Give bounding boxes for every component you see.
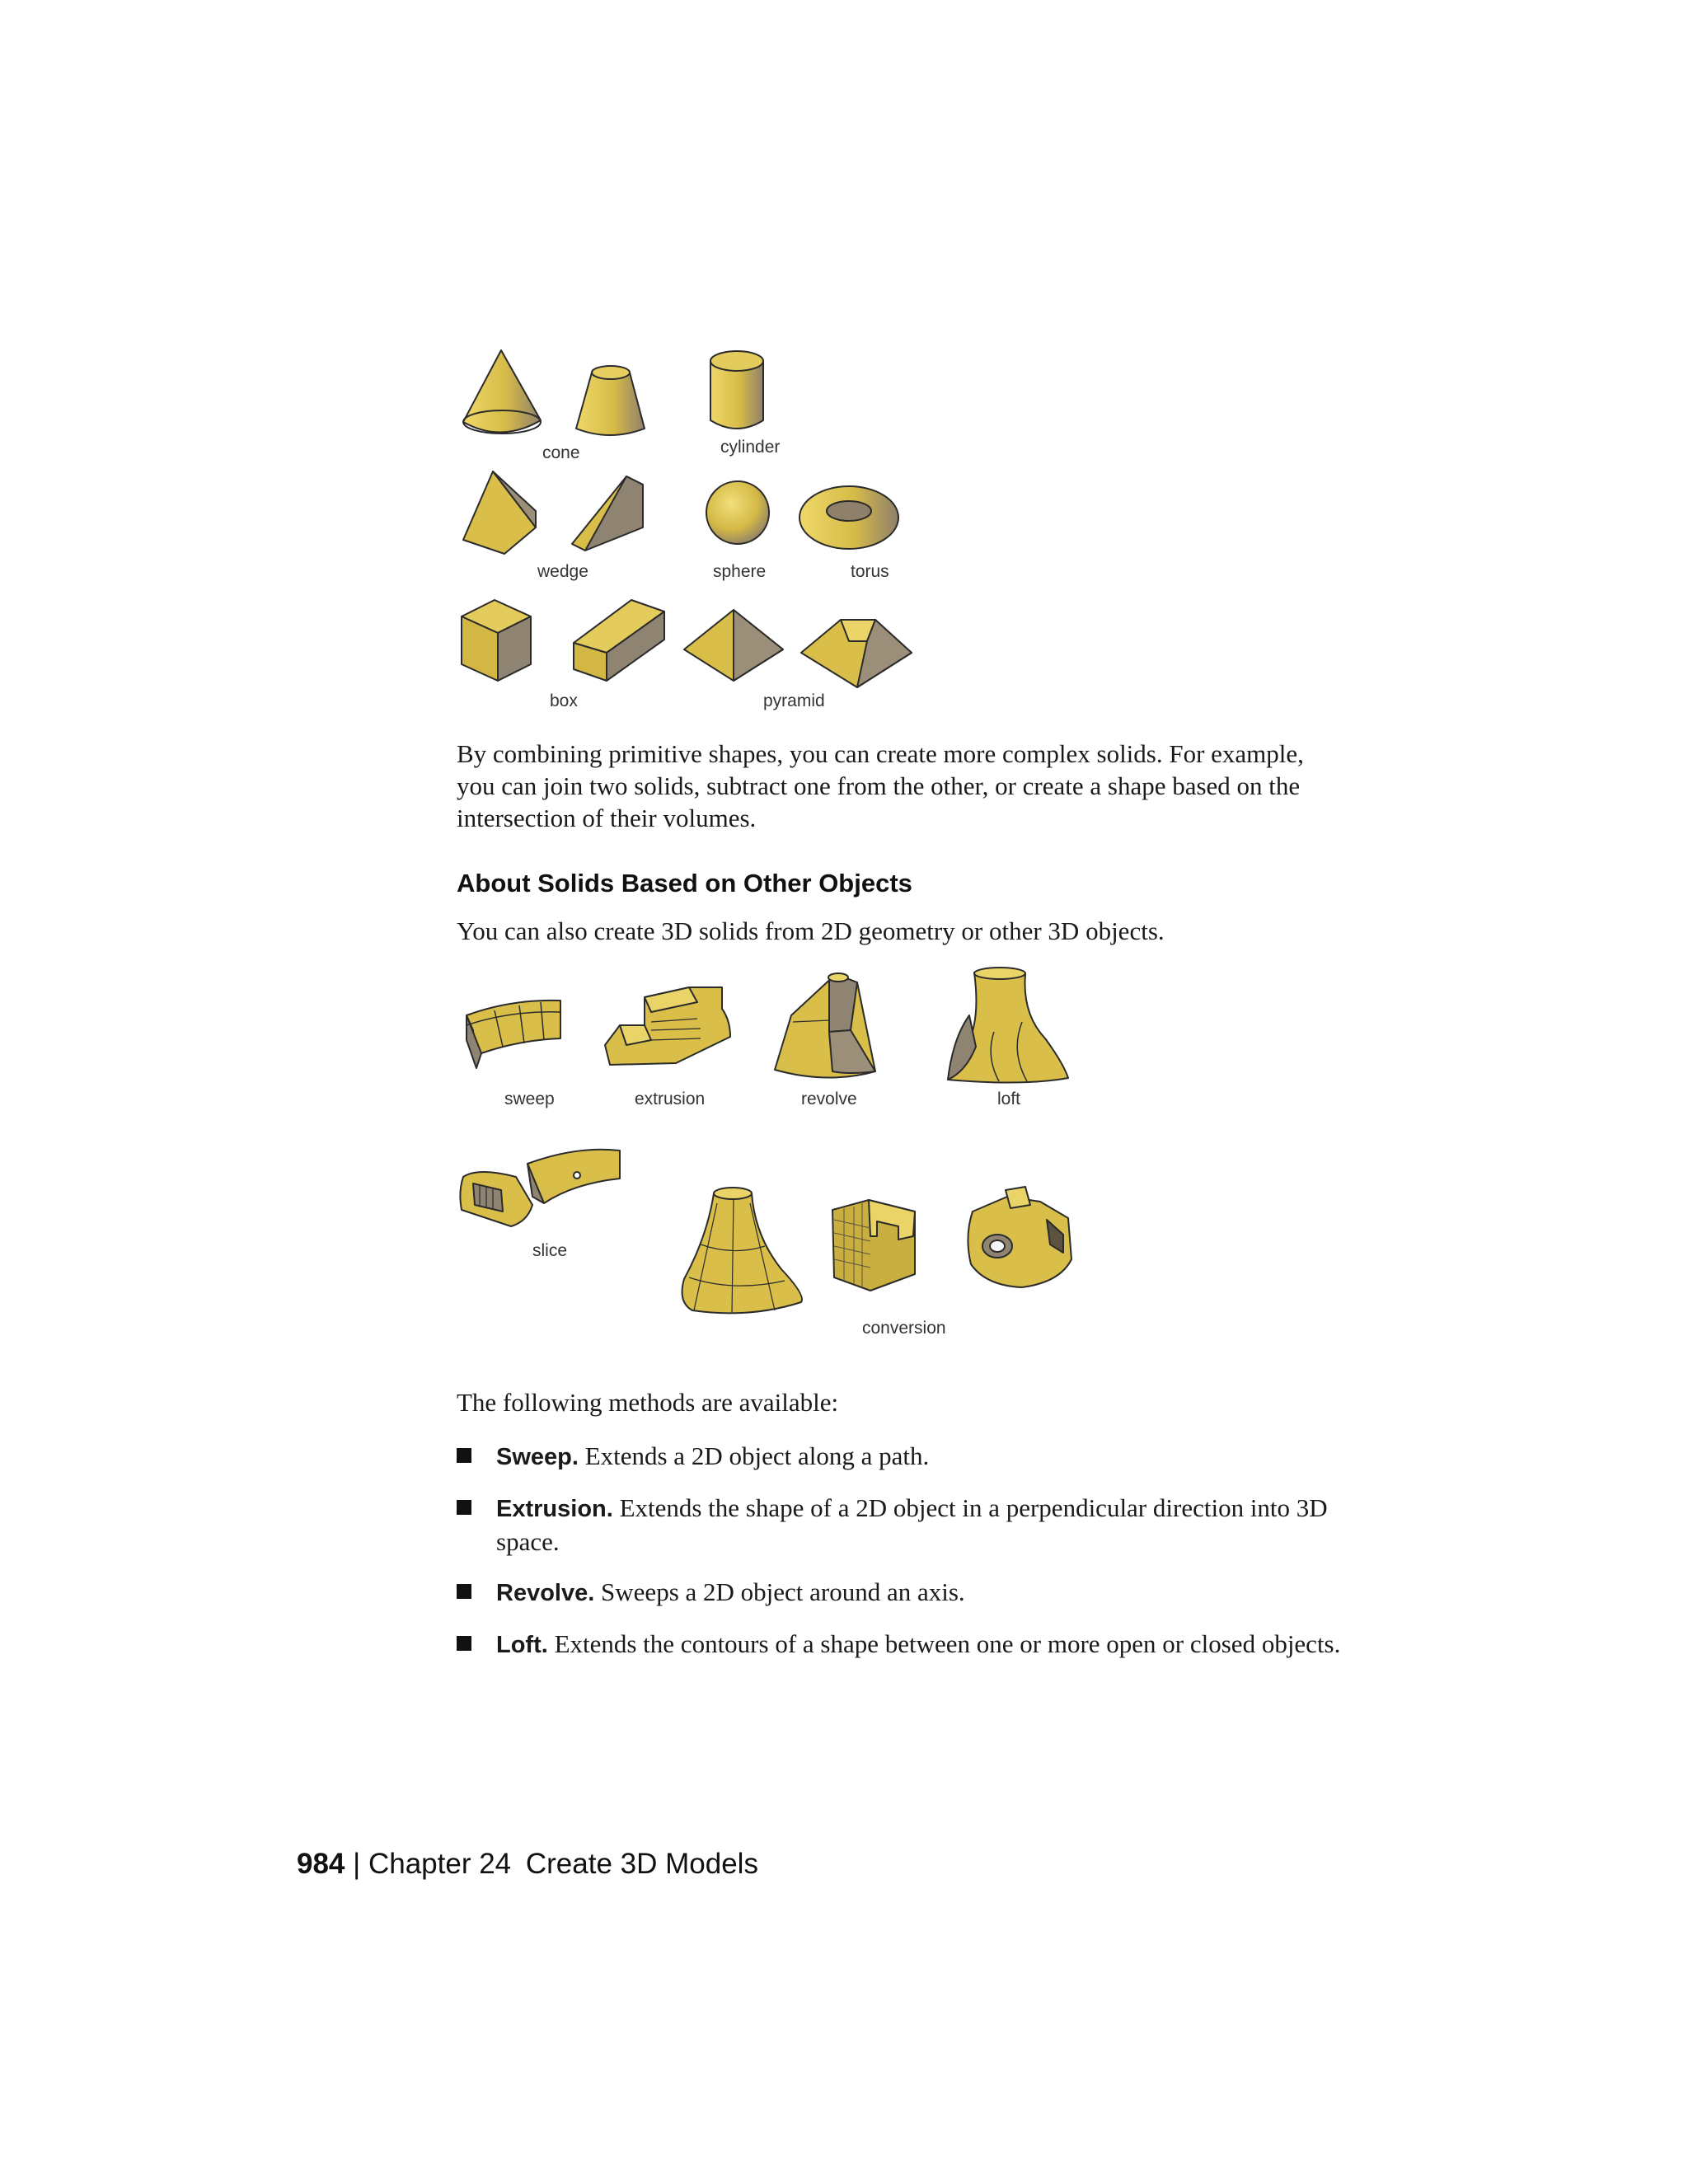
label-pyramid: pyramid <box>763 691 825 710</box>
label-revolve: revolve <box>801 1090 857 1108</box>
list-item-desc: Extends the shape of a 2D object in a perpendicular direction into 3D space. <box>496 1493 1328 1556</box>
bullet-icon <box>457 1636 471 1651</box>
list-item-sweep <box>457 1440 1372 1474</box>
slice-shape <box>460 1150 620 1226</box>
label-sphere: sphere <box>713 562 767 581</box>
section-intro: You can also create 3D solids from 2D geometry or other 3D objects. <box>457 916 1165 945</box>
list-item-loft <box>457 1628 1372 1661</box>
label-extrusion: extrusion <box>635 1090 706 1108</box>
label-slice: slice <box>532 1241 568 1260</box>
label-cone: cone <box>542 443 580 462</box>
label-loft: loft <box>997 1090 1021 1108</box>
bullet-icon <box>457 1500 471 1515</box>
wedge-shape-2 <box>572 476 643 551</box>
list-item-extrusion <box>457 1492 1372 1558</box>
torus-shape <box>799 486 898 549</box>
list-item-desc: Extends the contours of a shape between one or more open or closed objects. <box>554 1629 1341 1658</box>
label-torus: torus <box>851 562 889 581</box>
list-item-desc: Sweeps a 2D object around an axis. <box>601 1577 965 1606</box>
section-heading: About Solids Based on Other Objects <box>457 869 912 898</box>
footer-separator: | <box>353 1848 361 1880</box>
page-number: 984 <box>297 1848 345 1880</box>
cylinder-shape <box>710 351 763 429</box>
conversion-shape-2 <box>832 1200 915 1291</box>
intro-paragraph: By combining primitive shapes, you can create more complex solids. For example, you can join two solids, subtract one from the other, or create a shape based on the intersection of their volumes. <box>457 739 1304 832</box>
label-cylinder: cylinder <box>720 438 781 457</box>
list-item-term: Loft. <box>496 1632 548 1658</box>
extrusion-shape <box>605 987 730 1065</box>
label-wedge: wedge <box>537 562 588 581</box>
conversion-shape-3 <box>968 1187 1071 1287</box>
list-item-term: Extrusion. <box>496 1496 613 1522</box>
box-shape-2 <box>574 600 664 681</box>
label-conversion: conversion <box>862 1319 946 1338</box>
bullet-icon <box>457 1448 471 1463</box>
label-box: box <box>550 691 578 710</box>
box-shape-1 <box>462 600 531 681</box>
label-sweep: sweep <box>504 1090 555 1108</box>
sweep-shape <box>467 1001 560 1068</box>
chapter-label: Chapter 24 <box>368 1848 512 1880</box>
chapter-title: Create 3D Models <box>525 1848 758 1880</box>
pyramid-shape-1 <box>684 610 783 681</box>
wedge-shape-1 <box>463 471 536 554</box>
pyramid-shape-2 <box>801 620 912 687</box>
methods-intro: The following methods are available: <box>457 1388 839 1417</box>
list-item-term: Revolve. <box>496 1580 595 1606</box>
truncated-cone-shape <box>576 366 645 435</box>
loft-shape <box>948 968 1068 1083</box>
conversion-shape-1 <box>682 1188 802 1314</box>
cone-shape <box>463 350 541 434</box>
list-item-desc: Extends a 2D object along a path. <box>584 1441 930 1470</box>
bullet-icon <box>457 1584 471 1599</box>
list-item-revolve <box>457 1576 1372 1610</box>
sphere-shape <box>706 481 769 544</box>
revolve-shape <box>775 973 875 1078</box>
list-item-term: Sweep. <box>496 1444 579 1470</box>
page-footer <box>297 1848 758 1881</box>
